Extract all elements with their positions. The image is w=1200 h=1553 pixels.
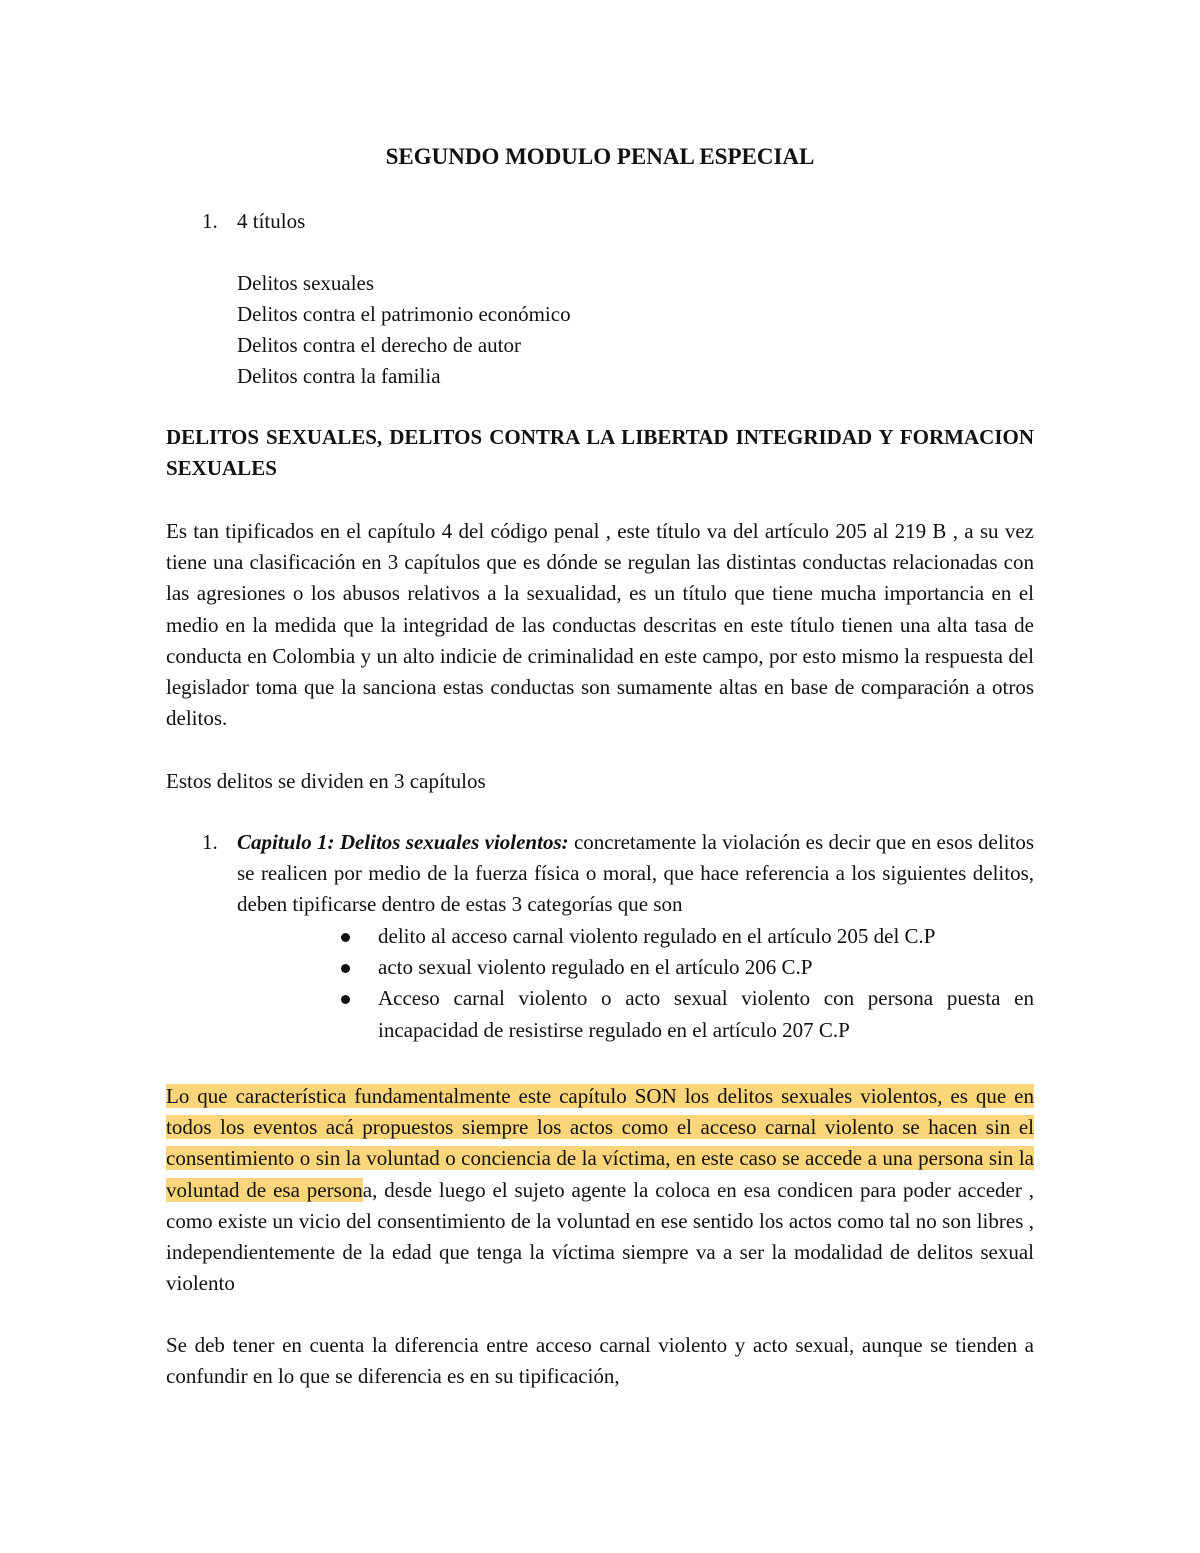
section-heading: DELITOS SEXUALES, DELITOS CONTRA LA LIBERTAD INTEGRIDAD Y FORMACION SEXUALES <box>166 425 1034 480</box>
list-item-label: 4 títulos <box>237 209 306 233</box>
highlighted-text: Lo que característica fundamentalmente este capítulo SON los delitos sexuales violentos, es que en todos los eventos acá propuestos siempre los actos como el acceso carnal violento se hacen sin el consentimiento o sin la voluntad o conciencia de la víctima, en este caso se accede a una persona sin la voluntad de esa person <box>166 1084 1034 1202</box>
chapter-lead: Capitulo 1: Delitos sexuales violentos: <box>237 830 569 854</box>
chapter-number: 1. <box>202 830 218 854</box>
document-title: SEGUNDO MODULO PENAL ESPECIAL <box>385 144 815 169</box>
bullet-item <box>378 952 1034 983</box>
chapter-bullet-list <box>378 921 1034 1046</box>
chapter-text: concretamente la violación es decir que en esos delitos se realicen por medio de la fuerza física o moral, que hace referencia a los siguientes delitos, deben tipificarse dentro de estas 3 categorías que son <box>237 830 1034 917</box>
bullet-text: acto sexual violento regulado en el artículo 206 C.P <box>378 955 813 980</box>
list-number: 1. <box>202 209 218 233</box>
closing-paragraph: Se deb tener en cuenta la diferencia entre acceso carnal violento y acto sexual, aunque se tienden a confundir en lo que se diferencia es en su tipificación, <box>166 1333 1034 1389</box>
chapter-item <box>237 827 1034 921</box>
title-item: Delitos contra la familia <box>237 364 441 388</box>
bullet-item <box>378 921 1034 952</box>
bullet-text: Acceso carnal violento o acto sexual violento con persona puesta en incapacidad de resistirse regulado en el artículo 207 C.P <box>378 986 1034 1042</box>
bullet-dot-icon <box>341 964 350 973</box>
title-item: Delitos contra el patrimonio económico <box>237 302 571 326</box>
highlighted-paragraph <box>166 1081 1034 1299</box>
bullet-item <box>378 983 1034 1045</box>
intro-paragraph: Es tan tipificados en el capítulo 4 del código penal , este título va del artículo 205 al 219 B , a su vez tiene una clasificación en 3 capítulos que es dónde se regulan las distintas conductas relacionadas con las agresiones o los abusos relativos a la sexualidad, es un título que tiene mucha importancia en el medio en la medida que la integridad de las conductas descritas en este título tienen una alta tasa de conducta en Colombia y un alto indicie de criminalidad en este campo, por esto mismo la respuesta del legislador toma que la sanciona estas conductas son sumamente altas en base de comparación a otros delitos. <box>166 519 1034 731</box>
title-item: Delitos sexuales <box>237 271 375 295</box>
title-item: Delitos contra el derecho de autor <box>237 333 521 357</box>
bullet-text: delito al acceso carnal violento regulado en el artículo 205 del C.P <box>378 924 936 948</box>
divide-line: Estos delitos se dividen en 3 capítulos <box>166 769 486 793</box>
bullet-dot-icon <box>341 933 350 942</box>
bullet-dot-icon <box>341 995 350 1004</box>
paragraph-rest: a, desde luego el sujeto agente la coloca en esa condicen para poder acceder , como existe un vicio del consentimiento de la voluntad en ese sentido los actos como tal no son libres , independientemente de la edad que tenga la víctima siempre va a ser la modalidad de delitos sexual violento <box>166 1177 1034 1296</box>
